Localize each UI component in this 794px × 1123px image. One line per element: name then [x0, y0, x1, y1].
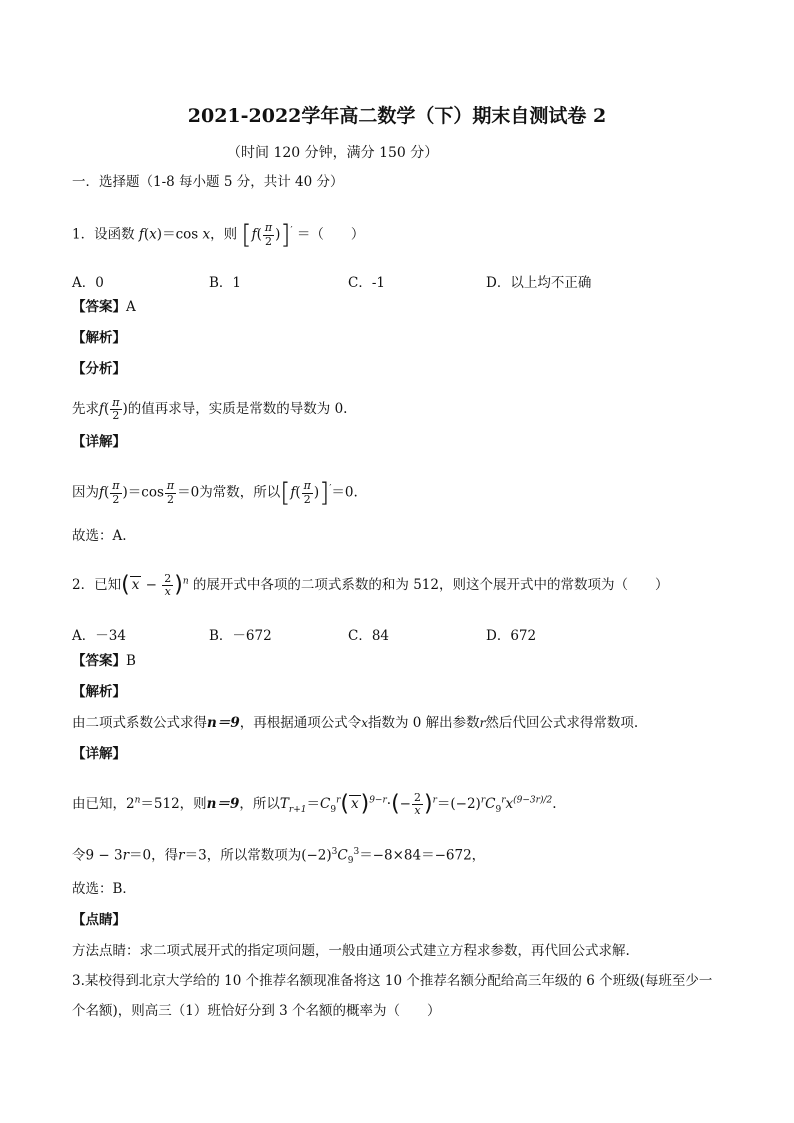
- section-heading: 一．选择题（1-8 每小题 5 分，共计 40 分）: [72, 174, 344, 190]
- q1-bracket-right: ]: [280, 220, 291, 250]
- q1-choose: 故选：A.: [72, 528, 127, 544]
- q1-middle: ，则: [210, 226, 238, 243]
- q1-fenxi-text: 先求f( $\frac{\pi}{2}$ )的值再求导，实质是常数的导数为 0.: [72, 396, 348, 423]
- q1-detail-tag: 【详解】: [72, 434, 126, 450]
- q2-dianjing-text: 方法点睛：求二项式展开式的指定项问题，一般由通项公式建立方程求参数，再代回公式求解.: [72, 943, 630, 959]
- q1-suffix: ＝（ ）: [296, 226, 365, 243]
- q2-dianjing-tag: 【点睛】: [72, 912, 126, 928]
- q1-fenxi-tag: 【分析】: [72, 361, 126, 377]
- q2-detail-text: 由已知，$2^n=512$，则n＝9，所以$T_{r+1}=C_9^r$( x)$^{9-r}$·(− $\frac{2}{x}$ )$^r=(-2)^rC_9^rx^{(9-3r)/2}$.: [72, 791, 557, 818]
- q1-bracket-left: [: [241, 220, 252, 250]
- q1-frac-pi-2: $\frac{\pi}{2}$: [264, 221, 273, 248]
- q2-answer: 【答案】B: [72, 653, 136, 669]
- q2-let-text: 令9 − 3r＝0，得r＝3，所以常数项为$(-2)^3C_9^3=-8\times 84=-672$，: [72, 847, 486, 867]
- document-title: 2021-2022学年高二数学（下）期末自测试卷 2: [187, 105, 607, 127]
- q2-analysis-tag: 【解析】: [72, 684, 126, 700]
- q1-detail-text: 因为f( $\frac{\pi}{2}$ )＝cos $\frac{\pi}{2}$ ＝0为常数，所以[f( $\frac{\pi}{2}$ )]′＝0.: [72, 478, 358, 508]
- q1-option-c: C．-1: [348, 275, 385, 291]
- question-3-line-2: 个名额)，则高三（1）班恰好分到 3 个名额的概率为（ ）: [72, 1003, 441, 1019]
- q1-function-def: f: [138, 226, 144, 243]
- q1-analysis-tag: 【解析】: [72, 330, 126, 346]
- q2-analysis-text: 由二项式系数公式求得n＝9，再根据通项公式令x指数为 0 解出参数r然后代回公式求得常数项.: [72, 715, 639, 731]
- question-2: 2．已知( x − $\frac{2}{x}$ )$^n$ 的展开式中各项的二项式系数的和为 512，则这个展开式中的常数项为（ ）: [72, 572, 669, 599]
- q2-detail-tag: 【详解】: [72, 746, 126, 762]
- question-1: 1．设函数 f(x)＝cos x，则 [f( $\frac{\pi}{2}$ )]′ ＝（ ）: [72, 220, 365, 250]
- q2-choose: 故选：B．: [72, 881, 136, 897]
- q2-option-b: B．－672: [209, 628, 272, 644]
- q1-option-b: B．1: [209, 275, 242, 291]
- question-3-line-1: 3.某校得到北京大学给的 10 个推荐名额现准备将这 10 个推荐名额分配给高三年级的 6 个班级(每班至少一: [72, 973, 713, 989]
- q1-option-d: D．以上均不正确: [486, 275, 592, 291]
- q1-answer: 【答案】A: [72, 299, 136, 315]
- q1-prefix: 1．设函数: [72, 226, 135, 243]
- q2-option-a: A．－34: [72, 628, 126, 644]
- q2-option-c: C．84: [348, 628, 390, 644]
- q1-option-a: A．0: [72, 275, 104, 291]
- document-subtitle: （时间 120 分钟，满分 150 分）: [227, 145, 439, 161]
- q2-option-d: D．672: [486, 628, 537, 644]
